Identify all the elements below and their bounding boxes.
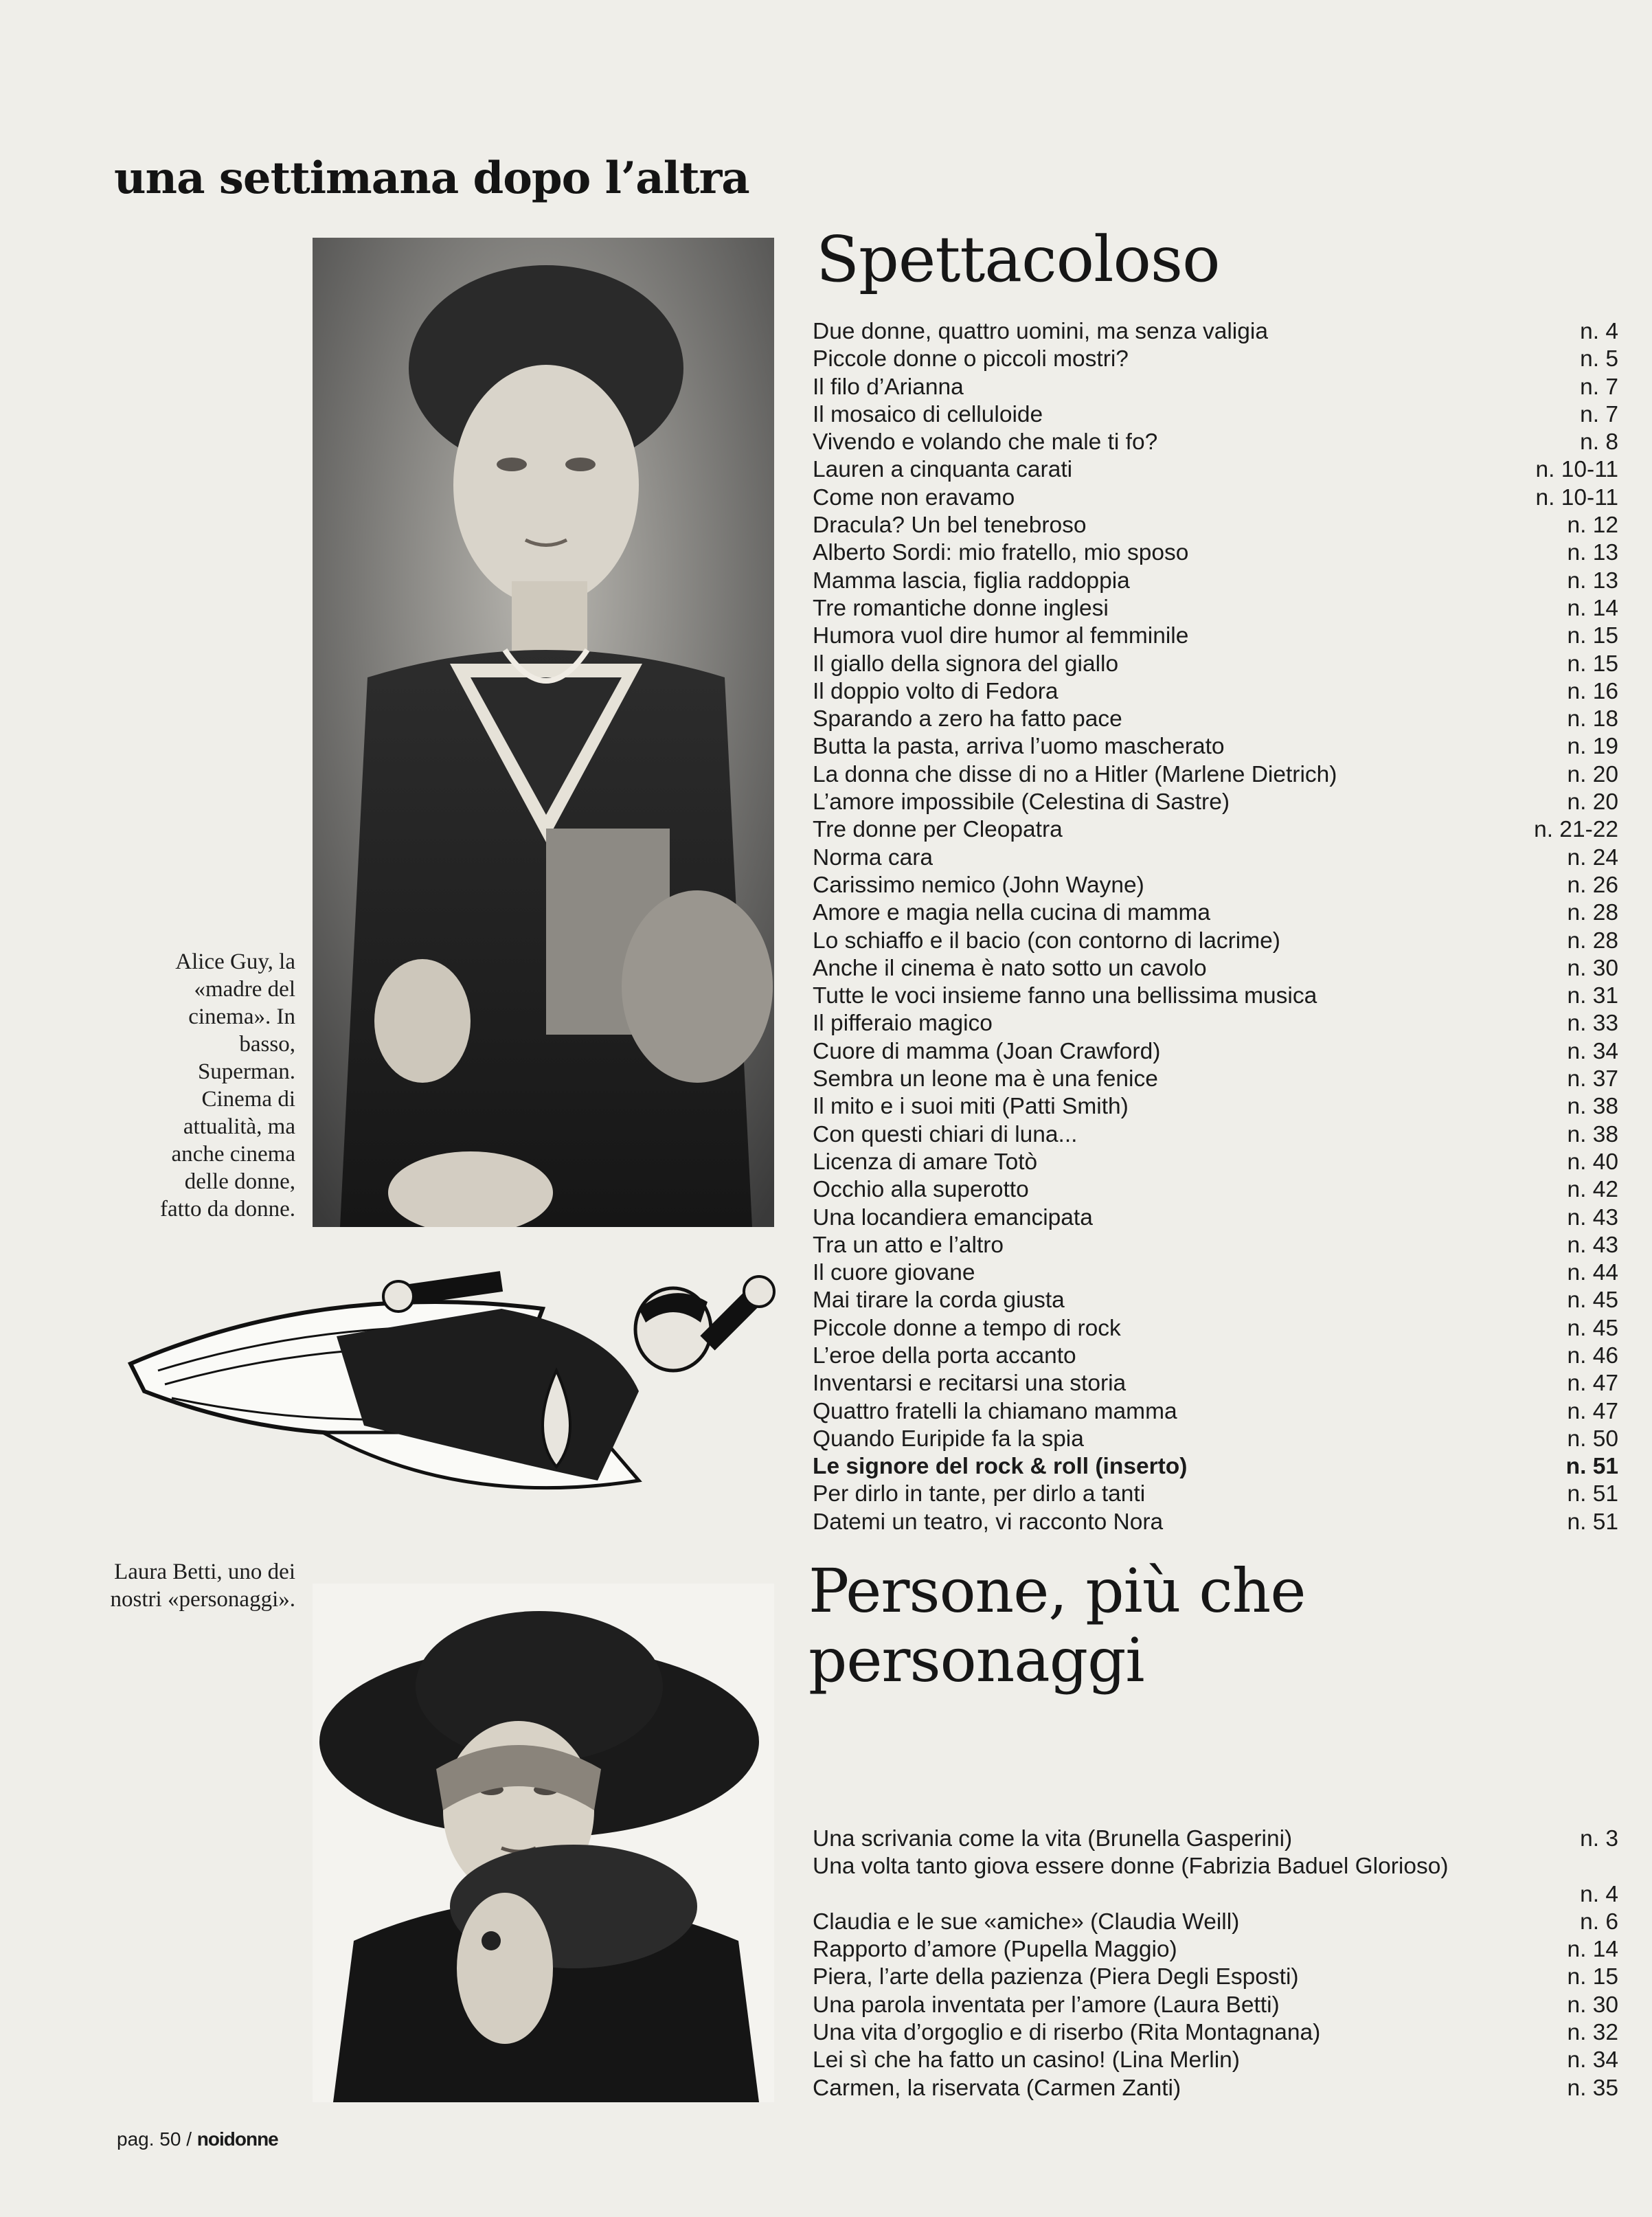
toc-entry-issue: n. 14 (1567, 1937, 1618, 1963)
toc-entry-title: Sparando a zero ha fatto pace (813, 706, 1122, 732)
toc-entry (813, 816, 1618, 844)
toc-entry-title: Quattro fratelli la chiamano mamma (813, 1398, 1177, 1424)
toc-entry-title: Il pifferaio magico (813, 1011, 993, 1037)
toc-entry-title: Occhio alla superotto (813, 1177, 1029, 1203)
toc-entry-title: Mamma lascia, figlia raddoppia (813, 567, 1130, 594)
toc-entry-issue: n. 7 (1580, 401, 1618, 427)
toc-entry (813, 1342, 1618, 1370)
toc-entry-issue: n. 3 (1580, 1826, 1618, 1852)
toc-entry-title: L’eroe della porta accanto (813, 1342, 1076, 1369)
toc-entry (813, 706, 1618, 733)
toc-entry (813, 567, 1618, 595)
toc-entry-issue: n. 43 (1567, 1204, 1618, 1230)
toc-entry-issue: n. 45 (1567, 1315, 1618, 1341)
toc-entry-issue: n. 30 (1567, 955, 1618, 981)
toc-entry-issue: n. 51 (1567, 1481, 1618, 1507)
toc-entry (813, 1121, 1618, 1149)
toc-entry-issue: n. 15 (1567, 651, 1618, 677)
toc-entry-issue: n. 45 (1567, 1287, 1618, 1314)
toc-entry-title: Per dirlo in tante, per dirlo a tanti (813, 1481, 1146, 1507)
toc-entry (813, 1232, 1618, 1259)
superman-drawing (117, 1254, 776, 1511)
toc-entry-issue: n. 33 (1567, 1011, 1618, 1037)
toc-entry-issue: n. 47 (1567, 1371, 1618, 1397)
toc-entry-issue: n. 43 (1567, 1232, 1618, 1258)
toc-entry-issue: n. 42 (1567, 1177, 1618, 1203)
page-number: pag. 50 (117, 2128, 181, 2150)
toc-entry-title: Dracula? Un bel tenebroso (813, 513, 1087, 539)
toc-entry-title: Una vita d’orgoglio e di riserbo (Rita Montagnana) (813, 2020, 1321, 2046)
toc-entry (813, 1909, 1618, 1936)
toc-entry-title: Quando Euripide fa la spia (813, 1426, 1084, 1452)
toc-entry-title: Tre romantiche donne inglesi (813, 595, 1109, 621)
toc-entry (813, 733, 1618, 761)
toc-entry (813, 982, 1618, 1010)
toc-entry (813, 1038, 1618, 1066)
toc-entry-issue: n. 21-22 (1534, 817, 1618, 843)
page-header-title: una settimana dopo l’altra (114, 153, 749, 204)
toc-entry-issue: n. 28 (1567, 927, 1618, 954)
toc-entry (813, 539, 1618, 567)
toc-entry-title: Il giallo della signora del giallo (813, 651, 1119, 677)
toc-entry (813, 318, 1618, 346)
toc-entry-title: Butta la pasta, arriva l’uomo mascherato (813, 734, 1225, 760)
toc-entry (813, 955, 1618, 982)
toc-entry-title: Vivendo e volando che male ti fo? (813, 429, 1158, 455)
toc-entry (813, 346, 1618, 373)
portrait-illustration (313, 238, 774, 1227)
toc-entry-title: Tra un atto e l’altro (813, 1232, 1004, 1258)
toc-entry (813, 1093, 1618, 1121)
section-title-spettacoloso: Spettacoloso (816, 223, 1220, 296)
toc-entry-issue: n. 32 (1567, 2020, 1618, 2046)
toc-entry-title: Carissimo nemico (John Wayne) (813, 872, 1144, 898)
toc-entry-title: Mai tirare la corda giusta (813, 1287, 1065, 1314)
toc-entry-title: Cuore di mamma (Joan Crawford) (813, 1038, 1161, 1064)
toc-list-spettacoloso (813, 318, 1618, 1536)
toc-entry-title: Una volta tanto giova essere donne (Fabrizia Baduel Glorioso) (813, 1854, 1449, 1880)
toc-entry (813, 899, 1618, 927)
toc-entry-issue: n. 37 (1567, 1066, 1618, 1092)
toc-entry (813, 651, 1618, 678)
toc-entry (813, 1936, 1618, 1963)
section-title-persone: Persone, più che personaggi (808, 1555, 1306, 1696)
page-footer (117, 2128, 278, 2150)
toc-entry-title: Le signore del rock & roll (inserto) (813, 1454, 1188, 1480)
toc-entry-issue: n. 15 (1567, 1964, 1618, 1990)
photo-laura-betti (313, 1584, 774, 2102)
toc-entry-title: Il filo d’Arianna (813, 374, 964, 400)
toc-entry-title: Tutte le voci insieme fanno una bellissima musica (813, 983, 1317, 1009)
toc-entry-title: Alberto Sordi: mio fratello, mio sposo (813, 540, 1189, 566)
portrait-illustration-2 (313, 1584, 774, 2102)
toc-entry-title: Carmen, la riservata (Carmen Zanti) (813, 2075, 1181, 2101)
toc-entry (813, 484, 1618, 512)
toc-entry (813, 1453, 1618, 1481)
toc-entry-title: Datemi un teatro, vi racconto Nora (813, 1509, 1164, 1535)
toc-entry-issue: n. 30 (1567, 1992, 1618, 2018)
toc-entry-issue: n. 44 (1567, 1260, 1618, 1286)
toc-entry-title: Una locandiera emancipata (813, 1204, 1093, 1230)
toc-entry (813, 872, 1618, 899)
toc-entry-issue: n. 4 (1580, 319, 1618, 344)
toc-entry-title: Claudia e le sue «amiche» (Claudia Weill) (813, 1909, 1240, 1935)
toc-entry (813, 789, 1618, 816)
toc-entry-issue: n. 34 (1567, 2047, 1618, 2073)
toc-entry-title: Il doppio volto di Fedora (813, 678, 1059, 704)
toc-entry-issue: n. 16 (1567, 678, 1618, 704)
toc-entry-title: Come non eravamo (813, 484, 1015, 510)
toc-entry-issue: n. 35 (1567, 2075, 1618, 2101)
toc-entry-issue: n. 40 (1567, 1149, 1618, 1175)
toc-entry (813, 927, 1618, 955)
caption-laura-betti: Laura Betti, uno dei nostri «personaggi». (110, 1560, 295, 1612)
toc-entry (813, 1481, 1618, 1508)
toc-entry-title: Licenza di amare Totò (813, 1149, 1038, 1175)
toc-entry-issue: n. 12 (1567, 513, 1618, 539)
toc-entry-title: Tre donne per Cleopatra (813, 817, 1063, 843)
toc-entry-issue: n. 15 (1567, 623, 1618, 649)
toc-entry-issue: n. 47 (1567, 1398, 1618, 1424)
toc-entry (813, 2047, 1618, 2074)
toc-entry (813, 1287, 1618, 1314)
caption-alice-guy: Alice Guy, la «madre del cinema». In basso, Superman. Cinema di attualità, ma anche cinema delle donne, fatto da donne. (159, 949, 295, 1222)
photo-alice-guy (313, 238, 774, 1227)
toc-entry-issue: n. 20 (1567, 789, 1618, 815)
toc-entry-issue: n. 20 (1567, 761, 1618, 787)
toc-list-persone (813, 1825, 1618, 2102)
toc-entry (813, 1853, 1618, 1909)
toc-entry (813, 1509, 1618, 1536)
toc-entry-title: Il mito e i suoi miti (Patti Smith) (813, 1094, 1129, 1120)
toc-entry-title: Rapporto d’amore (Pupella Maggio) (813, 1937, 1177, 1963)
toc-entry-issue: n. 13 (1567, 567, 1618, 594)
toc-entry (813, 1315, 1618, 1342)
toc-entry-issue: n. 28 (1567, 900, 1618, 926)
toc-entry (813, 1259, 1618, 1287)
toc-entry-title: Il cuore giovane (813, 1260, 975, 1286)
toc-entry (813, 1204, 1618, 1232)
toc-entry (813, 1370, 1618, 1397)
toc-entry-issue: n. 6 (1580, 1909, 1618, 1935)
toc-entry (813, 429, 1618, 456)
toc-entry-issue: n. 46 (1567, 1342, 1618, 1369)
toc-entry (813, 595, 1618, 622)
toc-entry-issue: n. 10-11 (1535, 457, 1618, 483)
toc-entry (813, 401, 1618, 429)
toc-entry-title: Amore e magia nella cucina di mamma (813, 900, 1211, 926)
toc-entry-title: Lo schiaffo e il bacio (con contorno di lacrime) (813, 927, 1280, 954)
toc-entry (813, 374, 1618, 401)
toc-entry-title: Piera, l’arte della pazienza (Piera Degli Esposti) (813, 1964, 1299, 1990)
magazine-brand: noidonne (196, 2128, 278, 2150)
toc-entry (813, 622, 1618, 650)
toc-entry-issue: n. 31 (1567, 983, 1618, 1009)
toc-entry (813, 1149, 1618, 1176)
toc-entry-title: Humora vuol dire humor al femminile (813, 623, 1189, 649)
toc-entry-title: Anche il cinema è nato sotto un cavolo (813, 955, 1207, 981)
toc-entry (813, 761, 1618, 789)
toc-entry-title: Sembra un leone ma è una fenice (813, 1066, 1158, 1092)
toc-entry-issue: n. 26 (1567, 872, 1618, 898)
toc-entry (813, 844, 1618, 872)
toc-entry-issue: n. 38 (1567, 1094, 1618, 1120)
toc-entry-issue: n. 7 (1580, 374, 1618, 400)
toc-entry-title: La donna che disse di no a Hitler (Marlene Dietrich) (813, 761, 1337, 787)
toc-entry-issue: n. 51 (1565, 1454, 1618, 1480)
toc-entry-title: L’amore impossibile (Celestina di Sastre) (813, 789, 1230, 815)
toc-entry-title: Lei sì che ha fatto un casino! (Lina Merlin) (813, 2047, 1240, 2073)
toc-entry-issue: n. 19 (1567, 734, 1618, 760)
illustration-superman (117, 1254, 776, 1511)
toc-entry (813, 1992, 1618, 2019)
toc-entry (813, 1825, 1618, 1853)
toc-entry-title: Due donne, quattro uomini, ma senza valigia (813, 319, 1268, 344)
toc-entry-title: Lauren a cinquanta carati (813, 457, 1073, 483)
toc-entry-title: Il mosaico di celluloide (813, 401, 1043, 427)
toc-entry (813, 456, 1618, 484)
toc-entry-title: Con questi chiari di luna... (813, 1121, 1078, 1147)
toc-entry-title: Una scrivania come la vita (Brunella Gasperini) (813, 1826, 1293, 1852)
toc-entry (813, 512, 1618, 539)
toc-entry-issue: n. 34 (1567, 1038, 1618, 1064)
toc-entry (813, 1010, 1618, 1037)
toc-entry-issue: n. 14 (1567, 595, 1618, 621)
toc-entry-issue: n. 4 (1580, 1881, 1618, 1907)
toc-entry-issue: n. 24 (1567, 844, 1618, 870)
toc-entry (813, 2019, 1618, 2047)
toc-entry (813, 1398, 1618, 1426)
toc-entry-title: Una parola inventata per l’amore (Laura Betti) (813, 1992, 1280, 2018)
toc-entry-issue: n. 51 (1567, 1509, 1618, 1535)
toc-entry-title: Piccole donne a tempo di rock (813, 1315, 1121, 1341)
toc-entry (813, 1426, 1618, 1453)
toc-entry-issue: n. 13 (1567, 540, 1618, 566)
toc-entry (813, 2075, 1618, 2102)
toc-entry (813, 1176, 1618, 1204)
footer-separator: / (186, 2128, 192, 2150)
toc-entry-title: Norma cara (813, 844, 933, 870)
toc-entry-issue: n. 38 (1567, 1121, 1618, 1147)
toc-entry-title: Inventarsi e recitarsi una storia (813, 1371, 1127, 1397)
toc-entry-issue: n. 18 (1567, 706, 1618, 732)
toc-entry-issue: n. 10-11 (1535, 484, 1618, 510)
toc-entry-title: Piccole donne o piccoli mostri? (813, 346, 1129, 372)
toc-entry-issue: n. 50 (1567, 1426, 1618, 1452)
toc-entry-issue: n. 8 (1580, 429, 1618, 455)
toc-entry (813, 678, 1618, 706)
toc-entry (813, 1963, 1618, 1991)
toc-entry (813, 1066, 1618, 1093)
toc-entry-issue: n. 5 (1580, 346, 1618, 372)
